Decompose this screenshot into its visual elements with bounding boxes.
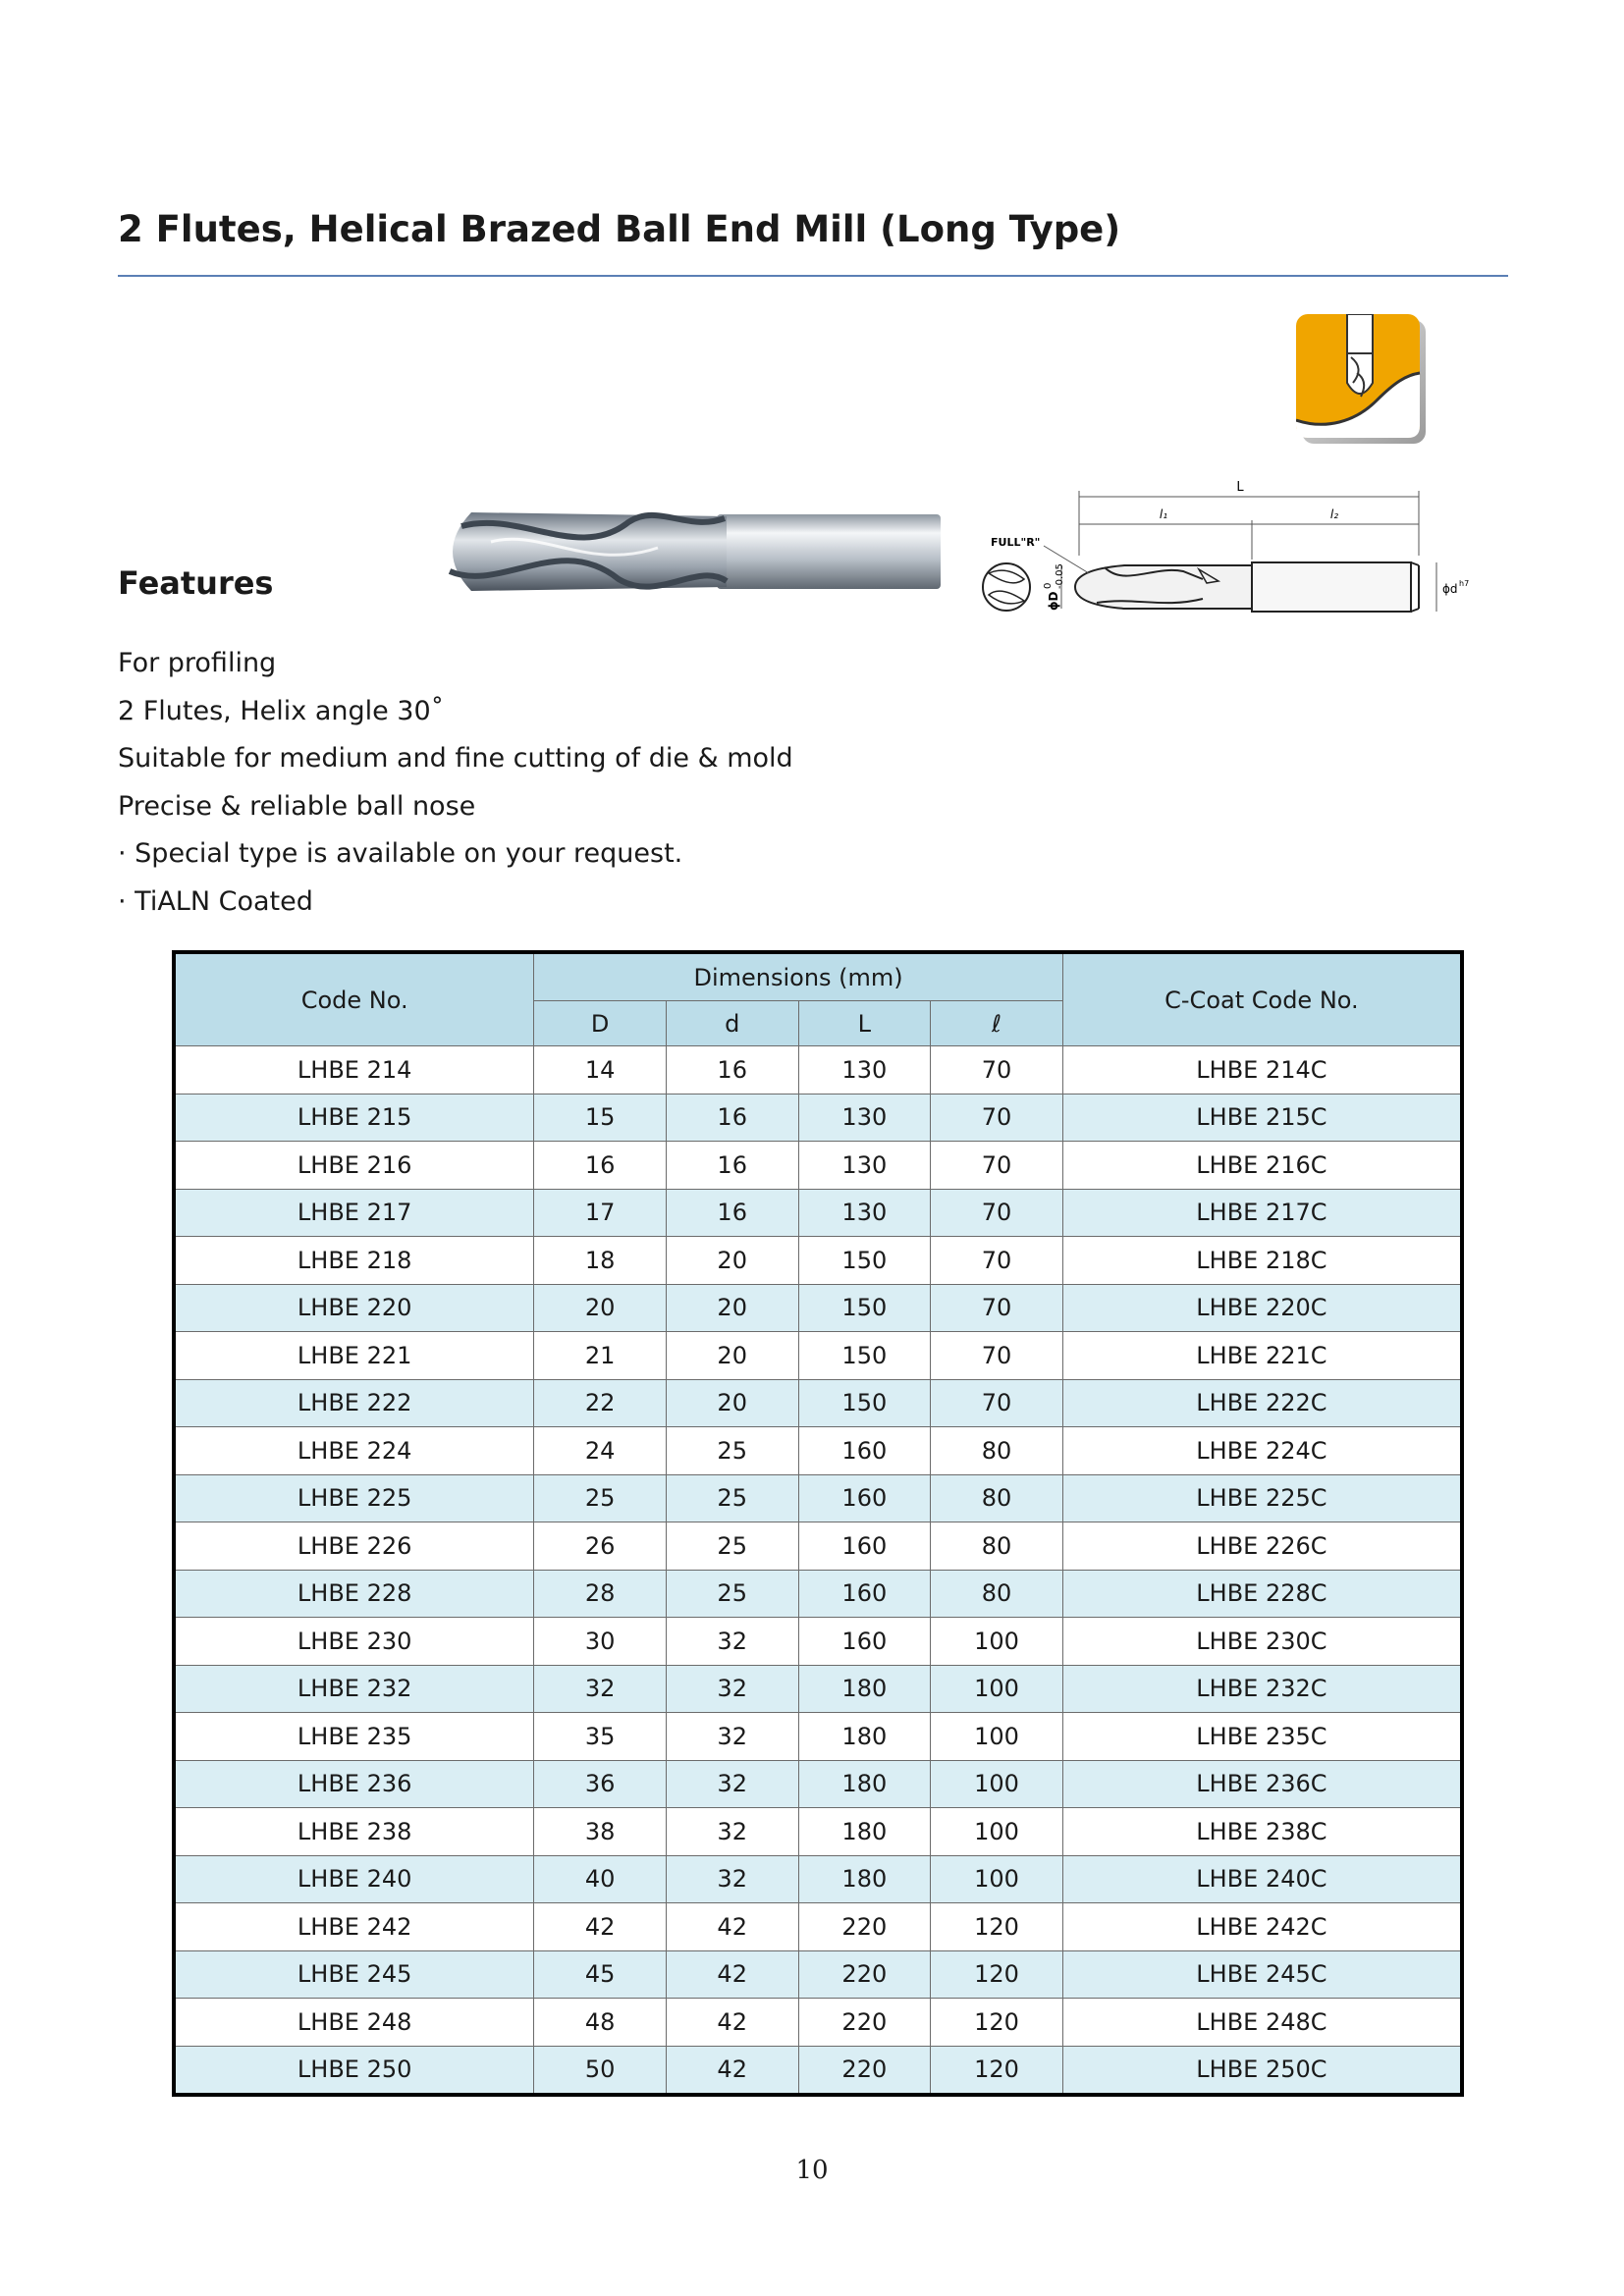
cell-ccoat-code-no: LHBE 228C <box>1062 1570 1462 1618</box>
cell-shank-diameter: 20 <box>666 1332 798 1380</box>
cell-overall-length: 150 <box>798 1332 931 1380</box>
cell-shank-diameter: 20 <box>666 1284 798 1332</box>
cell-overall-length: 150 <box>798 1237 931 1285</box>
cell-ccoat-code-no: LHBE 245C <box>1062 1950 1462 1999</box>
cell-ball-diameter: 38 <box>534 1808 667 1856</box>
cell-ccoat-code-no: LHBE 226C <box>1062 1522 1462 1571</box>
cell-ball-diameter: 18 <box>534 1237 667 1285</box>
cell-ball-diameter: 14 <box>534 1046 667 1095</box>
cell-overall-length: 160 <box>798 1522 931 1571</box>
cell-code-no: LHBE 224 <box>174 1427 534 1475</box>
cell-flute-length: 70 <box>931 1046 1063 1095</box>
cell-overall-length: 130 <box>798 1094 931 1142</box>
title-divider <box>118 275 1508 277</box>
cell-flute-length: 100 <box>931 1665 1063 1713</box>
table-row <box>174 1760 1462 1808</box>
features-heading: Features <box>118 564 274 602</box>
cell-overall-length: 180 <box>798 1855 931 1903</box>
cell-ccoat-code-no: LHBE 248C <box>1062 1999 1462 2047</box>
table-row <box>174 1094 1462 1142</box>
cell-shank-diameter: 20 <box>666 1379 798 1427</box>
cell-code-no: LHBE 217 <box>174 1189 534 1237</box>
cell-overall-length: 160 <box>798 1427 931 1475</box>
cell-shank-diameter: 16 <box>666 1046 798 1095</box>
cell-flute-length: 120 <box>931 1999 1063 2047</box>
table-row <box>174 1855 1462 1903</box>
cell-flute-length: 100 <box>931 1618 1063 1666</box>
cell-shank-diameter: 25 <box>666 1570 798 1618</box>
cell-ccoat-code-no: LHBE 218C <box>1062 1237 1462 1285</box>
ball-diameter-lower-tolerance: -0.05 <box>1055 563 1065 589</box>
cell-flute-length: 100 <box>931 1808 1063 1856</box>
length-label: L <box>1236 480 1244 495</box>
table-row <box>174 1046 1462 1095</box>
feature-item: · TiALN Coated <box>118 885 313 917</box>
cell-code-no: LHBE 236 <box>174 1760 534 1808</box>
cell-overall-length: 220 <box>798 1950 931 1999</box>
cell-ccoat-code-no: LHBE 242C <box>1062 1903 1462 1951</box>
flute-length-label: l₁ <box>1159 507 1168 521</box>
cell-code-no: LHBE 215 <box>174 1094 534 1142</box>
cell-ccoat-code-no: LHBE 222C <box>1062 1379 1462 1427</box>
cell-flute-length: 120 <box>931 1950 1063 1999</box>
cell-ccoat-code-no: LHBE 235C <box>1062 1713 1462 1761</box>
cell-overall-length: 220 <box>798 2046 931 2095</box>
table-row <box>174 1808 1462 1856</box>
cell-shank-diameter: 16 <box>666 1189 798 1237</box>
cell-overall-length: 130 <box>798 1142 931 1190</box>
shank-diameter-label: ϕd <box>1442 582 1458 596</box>
table-row <box>174 1903 1462 1951</box>
cell-shank-diameter: 20 <box>666 1237 798 1285</box>
cell-ball-diameter: 26 <box>534 1522 667 1571</box>
table-row <box>174 1999 1462 2047</box>
table-row <box>174 1379 1462 1427</box>
cell-flute-length: 80 <box>931 1474 1063 1522</box>
cell-flute-length: 100 <box>931 1760 1063 1808</box>
cell-shank-diameter: 32 <box>666 1618 798 1666</box>
specification-table <box>172 950 1464 2097</box>
cell-code-no: LHBE 235 <box>174 1713 534 1761</box>
cell-code-no: LHBE 225 <box>174 1474 534 1522</box>
cell-ccoat-code-no: LHBE 217C <box>1062 1189 1462 1237</box>
cell-flute-length: 120 <box>931 1903 1063 1951</box>
table-row <box>174 1522 1462 1571</box>
feature-item: Suitable for medium and fine cutting of die & mold <box>118 743 793 774</box>
cell-code-no: LHBE 214 <box>174 1046 534 1095</box>
cell-code-no: LHBE 242 <box>174 1903 534 1951</box>
header-code-no: Code No. <box>174 952 534 1046</box>
cell-code-no: LHBE 221 <box>174 1332 534 1380</box>
cell-shank-diameter: 16 <box>666 1142 798 1190</box>
cell-code-no: LHBE 220 <box>174 1284 534 1332</box>
cell-flute-length: 70 <box>931 1284 1063 1332</box>
cell-ccoat-code-no: LHBE 216C <box>1062 1142 1462 1190</box>
ball-diameter-upper-tolerance: 0 <box>1043 582 1054 589</box>
cell-code-no: LHBE 230 <box>174 1618 534 1666</box>
full-r-label: FULL"R" <box>991 536 1041 549</box>
table-row <box>174 1427 1462 1475</box>
cell-flute-length: 80 <box>931 1522 1063 1571</box>
cell-flute-length: 100 <box>931 1855 1063 1903</box>
cell-overall-length: 180 <box>798 1808 931 1856</box>
cell-overall-length: 150 <box>798 1379 931 1427</box>
table-row <box>174 1474 1462 1522</box>
cell-flute-length: 70 <box>931 1237 1063 1285</box>
cell-overall-length: 160 <box>798 1474 931 1522</box>
cell-overall-length: 130 <box>798 1189 931 1237</box>
cell-ccoat-code-no: LHBE 220C <box>1062 1284 1462 1332</box>
table-row <box>174 1713 1462 1761</box>
cell-ball-diameter: 35 <box>534 1713 667 1761</box>
cell-code-no: LHBE 238 <box>174 1808 534 1856</box>
cell-shank-diameter: 25 <box>666 1522 798 1571</box>
cell-ball-diameter: 16 <box>534 1142 667 1190</box>
cell-code-no: LHBE 245 <box>174 1950 534 1999</box>
cell-flute-length: 70 <box>931 1332 1063 1380</box>
cell-ball-diameter: 36 <box>534 1760 667 1808</box>
cell-overall-length: 130 <box>798 1046 931 1095</box>
cell-code-no: LHBE 248 <box>174 1999 534 2047</box>
table-row <box>174 1665 1462 1713</box>
table-row <box>174 2046 1462 2095</box>
cell-ccoat-code-no: LHBE 214C <box>1062 1046 1462 1095</box>
cell-ball-diameter: 40 <box>534 1855 667 1903</box>
cell-code-no: LHBE 250 <box>174 2046 534 2095</box>
cell-overall-length: 220 <box>798 1999 931 2047</box>
page-title: 2 Flutes, Helical Brazed Ball End Mill (Long Type) <box>118 208 1121 250</box>
cell-overall-length: 180 <box>798 1760 931 1808</box>
cell-flute-length: 70 <box>931 1379 1063 1427</box>
end-view <box>983 563 1030 611</box>
cell-flute-length: 70 <box>931 1094 1063 1142</box>
cell-code-no: LHBE 218 <box>174 1237 534 1285</box>
features-list <box>118 640 793 927</box>
cell-shank-diameter: 25 <box>666 1474 798 1522</box>
cell-ball-diameter: 42 <box>534 1903 667 1951</box>
header-dimensions: Dimensions (mm) <box>534 952 1063 1001</box>
cell-shank-diameter: 42 <box>666 1999 798 2047</box>
cell-overall-length: 160 <box>798 1570 931 1618</box>
table-row <box>174 1950 1462 1999</box>
cell-shank-diameter: 32 <box>666 1665 798 1713</box>
table-row <box>174 1332 1462 1380</box>
cell-shank-diameter: 42 <box>666 2046 798 2095</box>
end-mill-dimension-drawing <box>967 471 1478 628</box>
feature-item: For profiling <box>118 648 277 678</box>
cell-flute-length: 80 <box>931 1570 1063 1618</box>
cell-ccoat-code-no: LHBE 221C <box>1062 1332 1462 1380</box>
cell-ball-diameter: 45 <box>534 1950 667 1999</box>
cell-ccoat-code-no: LHBE 238C <box>1062 1808 1462 1856</box>
cell-ball-diameter: 20 <box>534 1284 667 1332</box>
cell-shank-diameter: 42 <box>666 1950 798 1999</box>
cell-ball-diameter: 48 <box>534 1999 667 2047</box>
cell-flute-length: 120 <box>931 2046 1063 2095</box>
cell-shank-diameter: 25 <box>666 1427 798 1475</box>
cell-flute-length: 70 <box>931 1142 1063 1190</box>
cell-ccoat-code-no: LHBE 240C <box>1062 1855 1462 1903</box>
cell-overall-length: 220 <box>798 1903 931 1951</box>
shank-length-label: l₂ <box>1329 507 1339 521</box>
table-row <box>174 1284 1462 1332</box>
header-overall-length: L <box>798 1001 931 1046</box>
cell-overall-length: 150 <box>798 1284 931 1332</box>
cell-ccoat-code-no: LHBE 215C <box>1062 1094 1462 1142</box>
cell-ccoat-code-no: LHBE 224C <box>1062 1427 1462 1475</box>
cell-ccoat-code-no: LHBE 232C <box>1062 1665 1462 1713</box>
header-shank-diameter: d <box>666 1001 798 1046</box>
table-row <box>174 1142 1462 1190</box>
cell-code-no: LHBE 226 <box>174 1522 534 1571</box>
cell-ball-diameter: 24 <box>534 1427 667 1475</box>
cell-overall-length: 180 <box>798 1713 931 1761</box>
cell-ball-diameter: 15 <box>534 1094 667 1142</box>
cell-shank-diameter: 32 <box>666 1713 798 1761</box>
cell-shank-diameter: 32 <box>666 1855 798 1903</box>
table-body <box>174 1046 1462 2096</box>
cell-ball-diameter: 21 <box>534 1332 667 1380</box>
shank-diameter-tolerance: h7 <box>1459 579 1470 588</box>
profiling-application-icon <box>1296 314 1428 446</box>
cell-code-no: LHBE 232 <box>174 1665 534 1713</box>
cell-overall-length: 180 <box>798 1665 931 1713</box>
cell-ball-diameter: 30 <box>534 1618 667 1666</box>
cell-ccoat-code-no: LHBE 225C <box>1062 1474 1462 1522</box>
cell-ccoat-code-no: LHBE 230C <box>1062 1618 1462 1666</box>
header-flute-length: ℓ <box>931 1001 1063 1046</box>
cell-ball-diameter: 22 <box>534 1379 667 1427</box>
ball-diameter-label: ϕD <box>1047 591 1060 611</box>
cell-shank-diameter: 42 <box>666 1903 798 1951</box>
cell-shank-diameter: 32 <box>666 1760 798 1808</box>
cell-ball-diameter: 25 <box>534 1474 667 1522</box>
cell-ball-diameter: 28 <box>534 1570 667 1618</box>
cell-flute-length: 70 <box>931 1189 1063 1237</box>
cell-overall-length: 160 <box>798 1618 931 1666</box>
header-ball-diameter: D <box>534 1001 667 1046</box>
cell-code-no: LHBE 222 <box>174 1379 534 1427</box>
cell-ball-diameter: 50 <box>534 2046 667 2095</box>
feature-item: Precise & reliable ball nose <box>118 790 476 822</box>
cell-code-no: LHBE 228 <box>174 1570 534 1618</box>
table-row <box>174 1189 1462 1237</box>
table-row <box>174 1237 1462 1285</box>
cell-ball-diameter: 17 <box>534 1189 667 1237</box>
cell-ball-diameter: 32 <box>534 1665 667 1713</box>
header-ccoat-code-no: C-Coat Code No. <box>1062 952 1462 1046</box>
cell-shank-diameter: 32 <box>666 1808 798 1856</box>
cell-flute-length: 100 <box>931 1713 1063 1761</box>
page-number: 10 <box>795 2156 829 2185</box>
table-row <box>174 1570 1462 1618</box>
end-mill-photo <box>432 503 943 601</box>
cell-code-no: LHBE 216 <box>174 1142 534 1190</box>
cell-code-no: LHBE 240 <box>174 1855 534 1903</box>
feature-item: 2 Flutes, Helix angle 30˚ <box>118 695 445 726</box>
feature-item: · Special type is available on your request. <box>118 838 683 870</box>
cell-ccoat-code-no: LHBE 250C <box>1062 2046 1462 2095</box>
cell-shank-diameter: 16 <box>666 1094 798 1142</box>
cell-ccoat-code-no: LHBE 236C <box>1062 1760 1462 1808</box>
table-row <box>174 1618 1462 1666</box>
cell-flute-length: 80 <box>931 1427 1063 1475</box>
